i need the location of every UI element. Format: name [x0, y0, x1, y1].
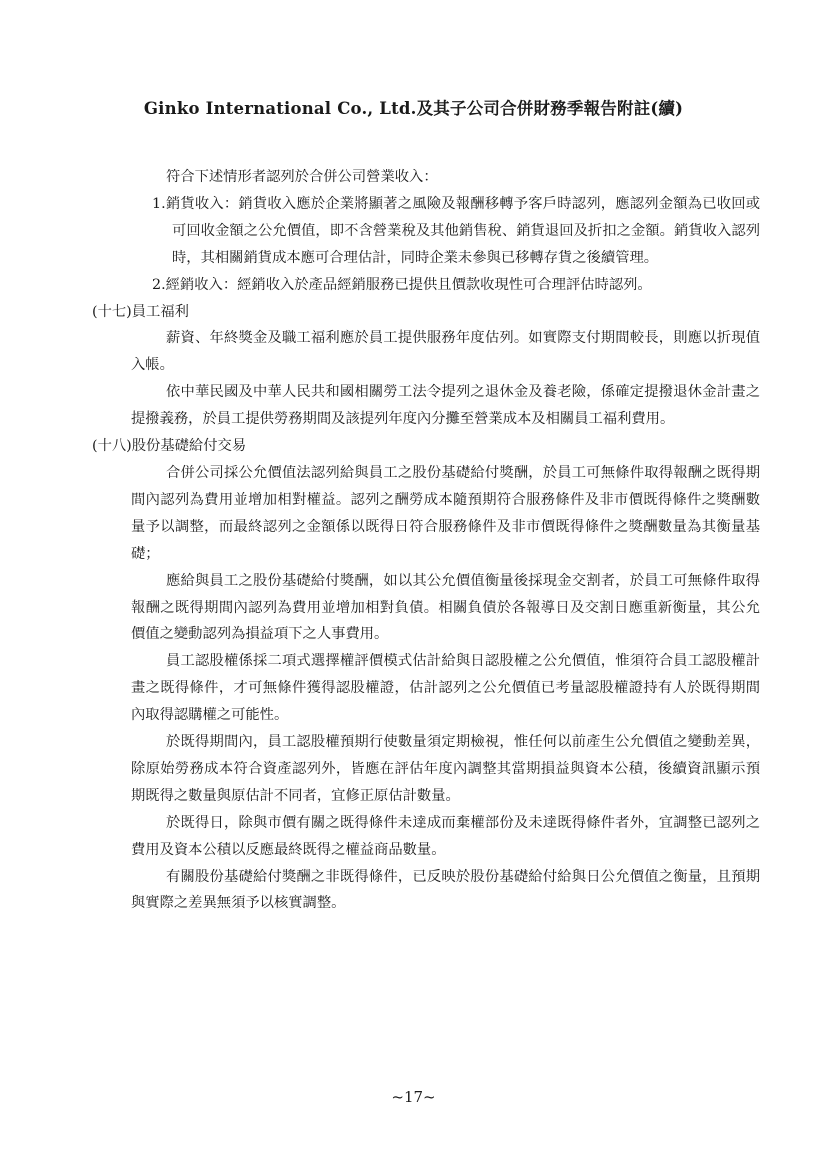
section-18-paragraph-1: 合併公司採公允價值法認列給與員工之股份基礎給付獎酬，於員工可無條件取得報酬之既得期間內認列為費用並增加相對權益。認列之酬勞成本隨預期符合服務條件及非市價既得條件之獎酬數量予以調整，而最終認列之金額係以既得日符合服務條件及非市價既得條件之獎酬數量為其衡量基礎； [131, 464, 760, 562]
section-18-paragraph-3: 員工認股權係採二項式選擇權評價模式估計給與日認股權之公允價值，惟須符合員工認股權計畫之既得條件，才可無條件獲得認股權證，估計認列之公允價值已考量認股權證持有人於既得期間內取得認購權之可能性。 [131, 653, 760, 724]
section-17-paragraph-1: 薪資、年終獎金及職工福利應於員工提供服務年度估列。如實際支付期間較長，則應以折現值入帳。 [131, 330, 760, 374]
section-18-paragraph-4: 於既得期間內，員工認股權預期行使數量須定期檢視，惟任何以前產生公允價值之變動差異，除原始勞務成本符合資產認列外，皆應在評估年度內調整其當期損益與資本公積，後續資訊顯示預期既得之數量與原估計不同者，宜修正原估計數量。 [131, 734, 760, 804]
document-body [92, 164, 760, 917]
section-18-paragraph-5: 於既得日，除與市價有關之既得條件未達成而棄權部份及未達既得條件者外，宜調整已認列之費用及資本公積以反應最終既得之權益商品數量。 [131, 814, 760, 858]
section-18-paragraph-6: 有關股份基礎給付獎酬之非既得條件，已反映於股份基礎給付給與日公允價值之衡量，且預期與實際之差異無須予以核實調整。 [131, 868, 760, 912]
revenue-item-sales: 1.銷貨收入：銷貨收入應於企業將顯著之風險及報酬移轉予客戶時認列，應認列金額為已收回或可回收金額之公允價值，即不含營業稅及其他銷售稅、銷貨退回及折扣之金額。銷貨收入認列時，其相關銷貨成本應可合理估計，同時企業未參與已移轉存貨之後續管理。 [152, 195, 760, 266]
revenue-intro: 符合下述情形者認列於合併公司營業收入： [166, 169, 438, 185]
section-18-paragraph-2: 應給與員工之股份基礎給付獎酬，如以其公允價值衡量後採現金交割者，於員工可無條件取得報酬之既得期間內認列為費用並增加相對負債。相關負債於各報導日及交割日應重新衡量，其公允價值之變動認列為損益項下之人事費用。 [131, 572, 760, 643]
revenue-item-distribution: 2.經銷收入：經銷收入於產品經銷服務已提供且價款收現性可合理評估時認列。 [152, 276, 652, 293]
page-title: Ginko International Co., Ltd.及其子公司合併財務季報告附註(續) [143, 99, 684, 118]
section-18-heading: (十八)股份基礎給付交易 [92, 438, 247, 455]
page-number: ~17~ [391, 1088, 436, 1106]
section-17-paragraph-2: 依中華民國及中華人民共和國相關勞工法令提列之退休金及養老險，係確定提撥退休金計畫之提撥義務，於員工提供勞務期間及該提列年度內分攤至營業成本及相關員工福利費用。 [131, 384, 760, 428]
section-17-heading: (十七)員工福利 [92, 303, 189, 320]
